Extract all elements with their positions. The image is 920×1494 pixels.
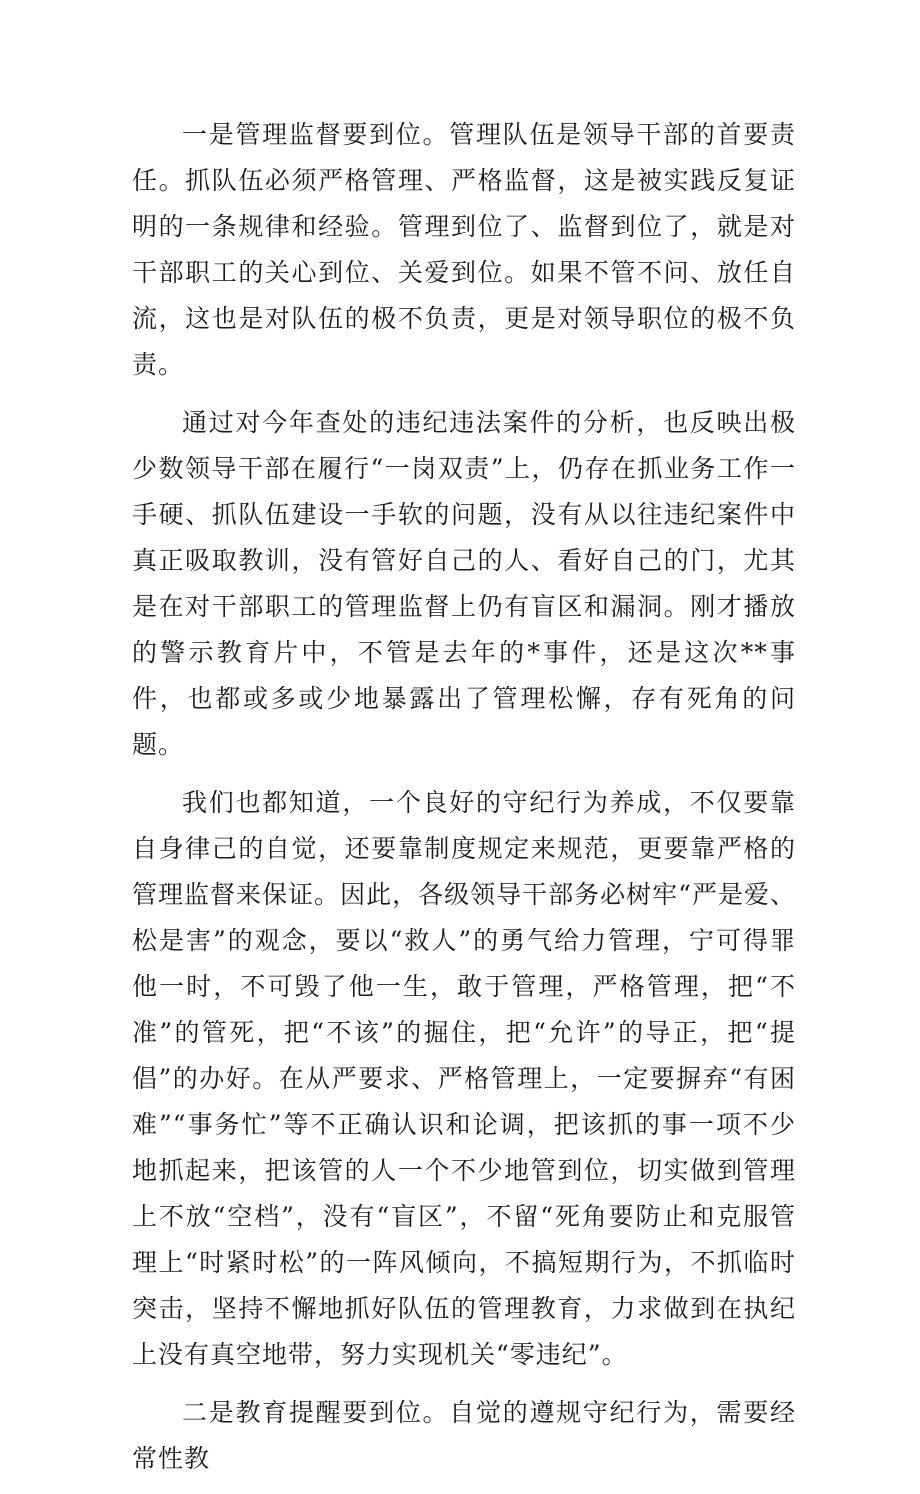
paragraph-strict-management: 我们也都知道，一个良好的守纪行为养成，不仅要靠自身律己的自觉，还要靠制度规定来规范，更要靠严格的管理监督来保证。因此，各级领导干部务必树牢“严是爱、松是害”的观念，要以“救人”的勇气给力管理，宁可得罪他一时，不可毁了他一生，敢于管理，严格管理，把“不准”的管死，把“不该”的掘住，把“允许”的导正，把“提倡”的办好。在从严要求、严格管理上，一定要摒弃“有困难”“事务忙”等不正确认识和论调，把该抓的事一项不少地抓起来，把该管的人一个不少地管到位，切实做到管理上不放“空档”，没有“盲区”，不留“死角要防止和克服管理上“时紧时松”的一阵风倾向，不搞短期行为，不抓临时突击，坚持不懈地抓好队伍的管理教育，力求做到在执纪上没有真空地带，努力实现机关“零违纪”。: [132, 788, 796, 1369]
paragraph-management-supervision: 一是管理监督要到位。管理队伍是领导干部的首要责任。抓队伍必须严格管理、严格监督，这是被实践反复证明的一条规律和经验。管理到位了、监督到位了，就是对干部职工的关心到位、关爱到位。如果不管不问、放任自流，这也是对队伍的极不负责，更是对领导职位的极不负责。: [132, 120, 796, 379]
paragraph-case-analysis: 通过对今年查处的违纪违法案件的分析，也反映出极少数领导干部在履行“一岗双责”上，仍存在抓业务工作一手硬、抓队伍建设一手软的问题，没有从以往违纪案件中真正吸取教训，没有管好自己的人、看好自己的门，尤其是在对干部职工的管理监督上仍有盲区和漏洞。刚才播放的警示教育片中，不管是去年的*事件，还是这次**事件，也都或多或少地暴露出了管理松懈，存有死角的问题。: [132, 408, 796, 759]
paragraph-education-reminder: 二是教育提醒要到位。自觉的遵规守纪行为，需要经常性教: [132, 1398, 796, 1473]
document-body: [132, 112, 796, 1494]
